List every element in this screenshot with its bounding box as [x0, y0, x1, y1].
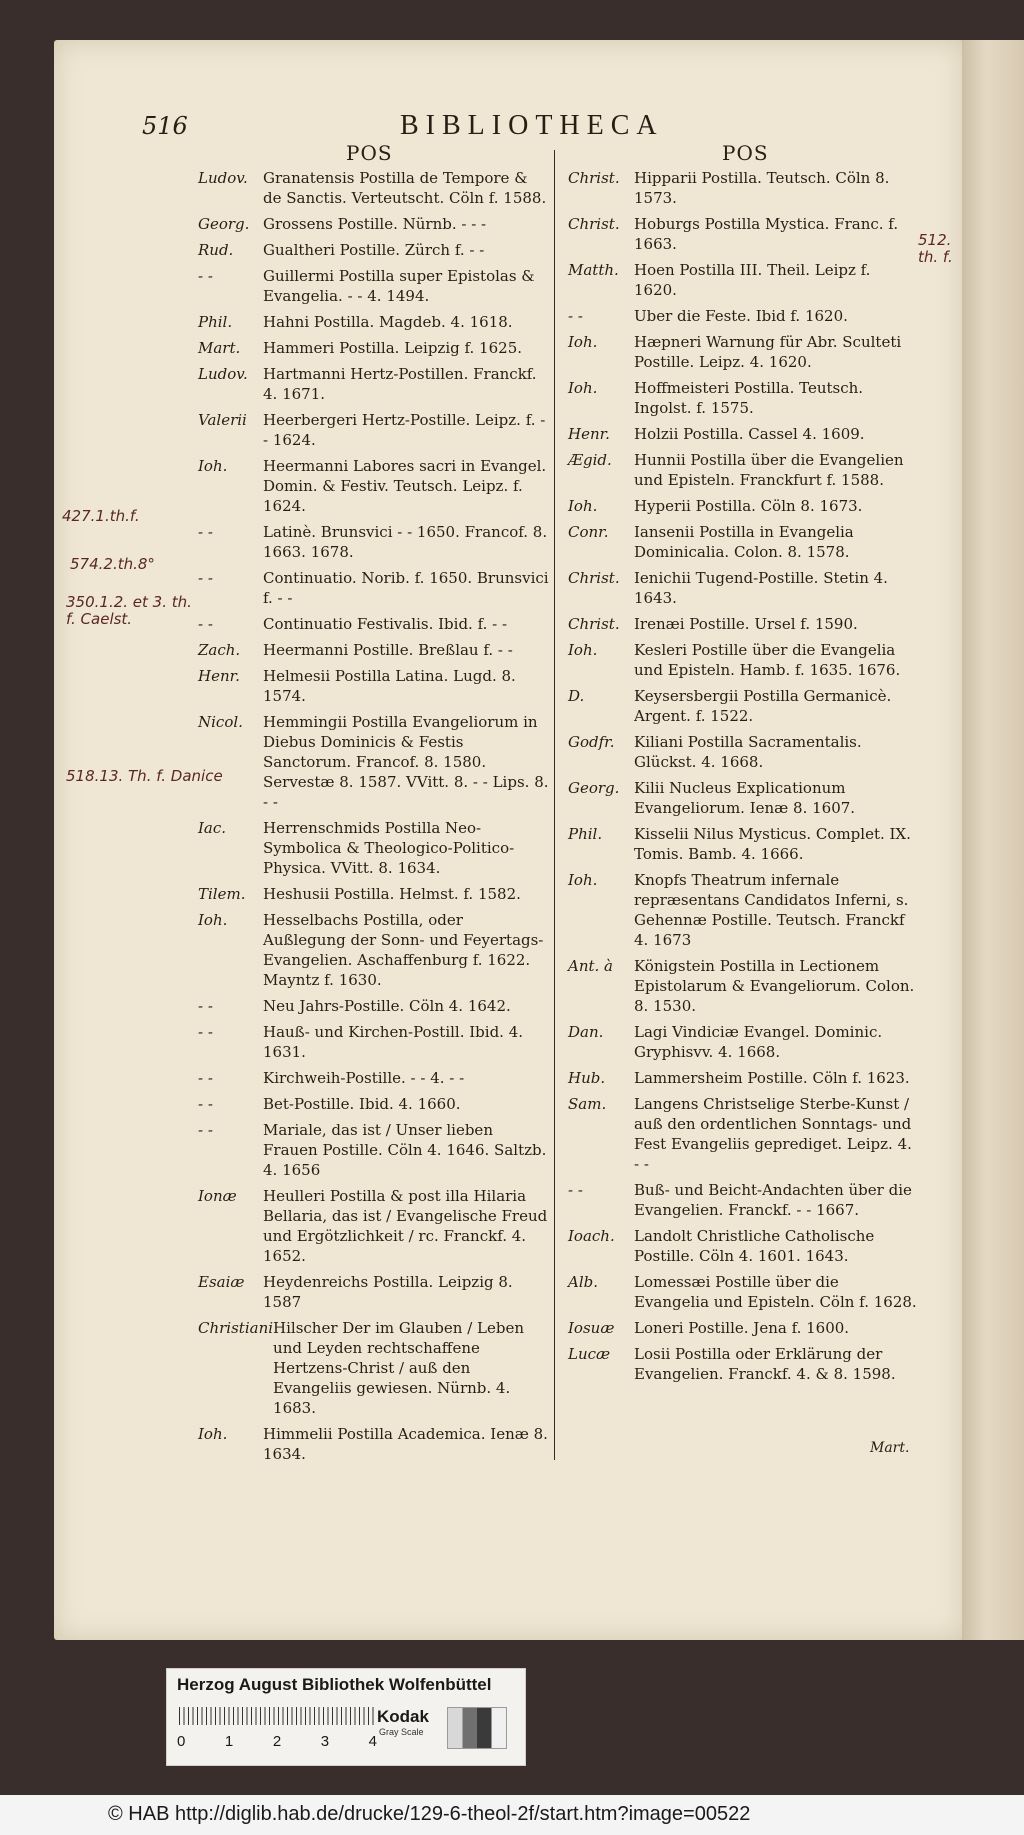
catalog-entry — [568, 168, 918, 208]
entry-given-name: Christiani — [198, 1319, 274, 1337]
entry-text: Mariale, das ist / Unser lieben Frauen Postille. Cöln 4. 1646. Saltzb. 4. 1656 — [263, 1121, 547, 1179]
entry-given-name: D. — [568, 687, 585, 705]
ruler-number: 0 — [177, 1733, 186, 1750]
catalog-entry — [568, 732, 918, 772]
entry-given-name: Christ. — [568, 615, 620, 633]
entry-given-name: - - — [198, 1095, 213, 1113]
entry-text: Hoffmeisteri Postilla. Teutsch. Ingolst. f. 1575. — [634, 379, 864, 417]
entry-given-name: Ægid. — [568, 451, 612, 469]
margin-note: 427.1.th.f. — [62, 507, 140, 525]
catalog-entry — [568, 1272, 918, 1312]
entry-given-name: Conr. — [568, 523, 609, 541]
entry-text: Irenæi Postille. Ursel f. 1590. — [634, 615, 858, 633]
entry-text: Neu Jahrs-Postille. Cöln 4. 1642. — [263, 997, 511, 1015]
right-column — [568, 168, 918, 1390]
entry-text: Losii Postilla oder Erklärung der Evangelien. Franckf. 4. & 8. 1598. — [634, 1345, 896, 1383]
right-column-heading: POS — [722, 141, 769, 165]
catalog-entry — [198, 640, 550, 660]
left-column-heading: POS — [346, 141, 393, 165]
entry-text: Kilii Nucleus Explicationum Evangeliorum. Ienæ 8. 1607. — [634, 779, 856, 817]
entry-text: Helmesii Postilla Latina. Lugd. 8. 1574. — [263, 667, 516, 705]
catalog-entry — [568, 870, 918, 950]
entry-given-name: Mart. — [198, 339, 241, 357]
entry-text: Hipparii Postilla. Teutsch. Cöln 8. 1573. — [634, 169, 890, 207]
entry-given-name: Tilem. — [198, 885, 246, 903]
catalog-entry — [568, 778, 918, 818]
entry-given-name: Iac. — [198, 819, 227, 837]
entry-text: Buß- und Beicht-Andachten über die Evangelien. Franckf. - - 1667. — [634, 1181, 912, 1219]
catalog-entry — [198, 1272, 550, 1312]
catalog-entry — [198, 614, 550, 634]
entry-given-name: - - — [198, 1121, 213, 1139]
catalog-entry — [568, 214, 918, 254]
catalog-entry — [198, 410, 550, 450]
entry-text: Loneri Postille. Jena f. 1600. — [634, 1319, 850, 1337]
catalog-entry — [198, 996, 550, 1016]
entry-text: Latinè. Brunsvici - - 1650. Francof. 8. 1663. 1678. — [263, 523, 548, 561]
ruler-numbers — [177, 1733, 377, 1750]
entry-given-name: Sam. — [568, 1095, 607, 1113]
catalog-entry — [198, 1022, 550, 1062]
entry-given-name: - - — [198, 267, 213, 285]
entry-given-name: Alb. — [568, 1273, 598, 1291]
entry-given-name: Georg. — [568, 779, 620, 797]
entry-text: Uber die Feste. Ibid f. 1620. — [634, 307, 848, 325]
entry-given-name: Ioh. — [568, 379, 598, 397]
entry-given-name: - - — [198, 997, 213, 1015]
entry-given-name: Esaiæ — [198, 1273, 245, 1291]
catalog-entry — [198, 910, 550, 990]
entry-given-name: - - — [198, 569, 213, 587]
gray-scale-label: Gray Scale — [379, 1727, 424, 1737]
entry-text: Heulleri Postilla & post illa Hilaria Bellaria, das ist / Evangelische Freud und Ergötzlichkeit / rc. Franckf. 4. 1652. — [263, 1187, 548, 1265]
footer-bar — [0, 1795, 1024, 1835]
entry-given-name: Dan. — [568, 1023, 604, 1041]
entry-given-name: Ludov. — [198, 169, 248, 187]
entry-text: Hilscher Der im Glauben / Leben und Leyden rechtschaffene Hertzens-Christ / auß den Evangeliis gewiesen. Nürnb. 4. 1683. — [273, 1319, 525, 1417]
entry-given-name: Georg. — [198, 215, 250, 233]
entry-text: Hemmingii Postilla Evangeliorum in Diebus Dominicis & Festis Sanctorum. Francof. 8. 1580. Servestæ 8. 1587. VVitt. 8. - - Lips. 8. - - — [263, 713, 549, 811]
catalog-entry — [198, 1094, 550, 1114]
entry-text: Hæpneri Warnung für Abr. Sculteti Postille. Leipz. 4. 1620. — [634, 333, 902, 371]
entry-given-name: Phil. — [568, 825, 603, 843]
entry-text: Hahni Postilla. Magdeb. 4. 1618. — [263, 313, 513, 331]
color-scale-ruler — [166, 1668, 526, 1766]
entry-given-name: Ioh. — [198, 911, 228, 929]
gray-scale-swatch — [447, 1707, 507, 1749]
entry-text: Langens Christselige Sterbe-Kunst / auß den ordentlichen Sonntags- und Fest Evangeliis geprediget. Leipz. 4. - - — [634, 1095, 912, 1173]
catalog-entry — [568, 568, 918, 608]
catalog-entry — [198, 818, 550, 878]
catalog-entry — [568, 496, 918, 516]
entry-given-name: Rud. — [198, 241, 234, 259]
entry-text: Lagi Vindiciæ Evangel. Dominic. Gryphisvv. 4. 1668. — [634, 1023, 883, 1061]
entry-text: Heermanni Postille. Breßlau f. - - — [263, 641, 513, 659]
catalog-entry — [198, 666, 550, 706]
entry-given-name: Ioh. — [568, 641, 598, 659]
entry-given-name: Christ. — [568, 569, 620, 587]
catalog-entry — [198, 1186, 550, 1266]
catalog-entry — [198, 712, 550, 812]
entry-text: Gualtheri Postille. Zürch f. - - — [263, 241, 485, 259]
entry-given-name: Ant. à — [568, 957, 613, 975]
entry-text: Herrenschmids Postilla Neo-Symbolica & Theologico-Politico-Physica. VVitt. 8. 1634. — [263, 819, 515, 877]
catalog-entry — [568, 686, 918, 726]
catalog-entry — [198, 568, 550, 608]
entry-given-name: Matth. — [568, 261, 619, 279]
ruler-title: Herzog August Bibliothek Wolfenbüttel — [177, 1675, 492, 1694]
entry-given-name: Lucæ — [568, 1345, 611, 1363]
entry-text: Heerbergeri Hertz-Postille. Leipz. f. - - 1624. — [263, 411, 546, 449]
entry-given-name: - - — [568, 307, 583, 325]
entry-text: Hammeri Postilla. Leipzig f. 1625. — [263, 339, 522, 357]
entry-text: Hunnii Postilla über die Evangelien und Episteln. Franckfurt f. 1588. — [634, 451, 904, 489]
margin-note: 574.2.th.8° — [70, 555, 155, 573]
ruler-number: 4 — [368, 1733, 377, 1750]
catalog-entry — [198, 1424, 550, 1464]
catalog-entry — [198, 364, 550, 404]
entry-text: Heshusii Postilla. Helmst. f. 1582. — [263, 885, 521, 903]
ruler-number: 2 — [272, 1733, 282, 1750]
catalog-entry — [198, 338, 550, 358]
entry-text: Granatensis Postilla de Tempore & de Sanctis. Verteutscht. Cöln f. 1588. — [263, 169, 547, 207]
catalog-entry — [198, 884, 550, 904]
entry-given-name: Ioh. — [198, 1425, 228, 1443]
entry-text: Heydenreichs Postilla. Leipzig 8. 1587 — [263, 1273, 513, 1311]
entry-text: Knopfs Theatrum infernale repræsentans Candidatos Inferni, s. Gehennæ Postille. Teutsch. Franckf 4. 1673 — [634, 871, 909, 949]
catalog-entry — [568, 1180, 918, 1220]
ruler-number: 1 — [224, 1733, 234, 1750]
entry-text: Guillermi Postilla super Epistolas & Evangelia. - - 4. 1494. — [263, 267, 535, 305]
entry-text: Hyperii Postilla. Cöln 8. 1673. — [634, 497, 863, 515]
catalog-entry — [568, 956, 918, 1016]
entry-text: Königstein Postilla in Lectionem Epistolarum & Evangeliorum. Colon. 8. 1530. — [634, 957, 915, 1015]
entry-text: Lammersheim Postille. Cöln f. 1623. — [634, 1069, 910, 1087]
catalog-entry — [198, 1120, 550, 1180]
catalog-entry — [568, 522, 918, 562]
catalog-entry — [198, 312, 550, 332]
catalog-entry — [198, 1318, 550, 1418]
ruler-number: 3 — [320, 1733, 330, 1750]
kodak-logo: Kodak — [377, 1707, 429, 1726]
entry-text: Hauß- und Kirchen-Postill. Ibid. 4. 1631. — [263, 1023, 524, 1061]
margin-note: 518.13. Th. f. Danice — [66, 767, 223, 785]
catalog-entry — [568, 1068, 918, 1088]
entry-text: Continuatio Festivalis. Ibid. f. - - — [263, 615, 508, 633]
column-divider — [554, 150, 555, 1460]
entry-text: Kisselii Nilus Mysticus. Complet. IX. Tomis. Bamb. 4. 1666. — [634, 825, 911, 863]
entry-given-name: Ioh. — [568, 333, 598, 351]
entry-text: Hoburgs Postilla Mystica. Franc. f. 1663. — [634, 215, 899, 253]
catalog-entry — [198, 1068, 550, 1088]
entry-text: Kiliani Postilla Sacramentalis. Glückst. 4. 1668. — [634, 733, 862, 771]
entry-text: Hartmanni Hertz-Postillen. Franckf. 4. 1671. — [263, 365, 537, 403]
catalog-entry — [568, 260, 918, 300]
entry-text: Bet-Postille. Ibid. 4. 1660. — [263, 1095, 461, 1113]
catalog-entry — [568, 824, 918, 864]
catalog-entry — [568, 1344, 918, 1384]
catalog-entry — [568, 332, 918, 372]
catalog-entry — [568, 378, 918, 418]
entry-given-name: Zach. — [198, 641, 241, 659]
entry-text: Lomessæi Postille über die Evangelia und Episteln. Cöln f. 1628. — [634, 1273, 917, 1311]
page-title: BIBLIOTHECA — [400, 110, 664, 141]
catalog-entry — [568, 1318, 918, 1338]
catalog-entry — [568, 306, 918, 326]
entry-text: Kirchweih-Postille. - - 4. - - — [263, 1069, 465, 1087]
margin-note: 512. th. f. — [918, 231, 953, 266]
entry-given-name: Ioh. — [198, 457, 228, 475]
entry-given-name: Christ. — [568, 169, 620, 187]
entry-text: Grossens Postille. Nürnb. - - - — [263, 215, 487, 233]
entry-given-name: Henr. — [568, 425, 610, 443]
entry-given-name: - - — [198, 1069, 213, 1087]
page-number: 516 — [142, 112, 188, 140]
catalog-entry — [198, 522, 550, 562]
entry-given-name: Valerii — [198, 411, 247, 429]
catalog-entry — [568, 640, 918, 680]
entry-given-name: Ludov. — [198, 365, 248, 383]
entry-given-name: Henr. — [198, 667, 240, 685]
entry-given-name: Nicol. — [198, 713, 243, 731]
catalog-entry — [198, 214, 550, 234]
footer-copyright-link[interactable]: © HAB http://diglib.hab.de/drucke/129-6-theol-2f/start.htm?image=00522 — [108, 1803, 751, 1825]
entry-text: Heermanni Labores sacri in Evangel. Domin. & Festiv. Teutsch. Leipz. f. 1624. — [263, 457, 547, 515]
entry-given-name: - - — [198, 615, 213, 633]
entry-text: Holzii Postilla. Cassel 4. 1609. — [634, 425, 865, 443]
entry-text: Iansenii Postilla in Evangelia Dominicalia. Colon. 8. 1578. — [634, 523, 854, 561]
entry-text: Continuatio. Norib. f. 1650. Brunsvici f. - - — [263, 569, 549, 607]
catalog-entry — [198, 456, 550, 516]
catalog-entry — [568, 1022, 918, 1062]
catalog-entry — [568, 614, 918, 634]
entry-given-name: Ioh. — [568, 871, 598, 889]
entry-given-name: Godfr. — [568, 733, 615, 751]
entry-given-name: Hub. — [568, 1069, 606, 1087]
entry-given-name: - - — [568, 1181, 583, 1199]
entry-given-name: Christ. — [568, 215, 620, 233]
entry-text: Hoen Postilla III. Theil. Leipz f. 1620. — [634, 261, 871, 299]
catalog-entry — [198, 240, 550, 260]
catalog-entry — [568, 1094, 918, 1174]
entry-given-name: - - — [198, 523, 213, 541]
margin-note: 350.1.2. et 3. th. f. Caelst. — [66, 593, 192, 628]
entry-text: Ienichii Tugend-Postille. Stetin 4. 1643. — [634, 569, 888, 607]
catalog-entry — [568, 1226, 918, 1266]
catchword: Mart. — [870, 1440, 910, 1456]
catalog-entry — [568, 450, 918, 490]
entry-given-name: - - — [198, 1023, 213, 1041]
catalog-entry — [198, 168, 550, 208]
catalog-entry — [198, 266, 550, 306]
entry-given-name: Ioh. — [568, 497, 598, 515]
entry-given-name: Ionæ — [198, 1187, 237, 1205]
entry-text: Keysersbergii Postilla Germanicè. Argent. f. 1522. — [634, 687, 892, 725]
entry-given-name: Ioach. — [568, 1227, 615, 1245]
entry-text: Landolt Christliche Catholische Postille. Cöln 4. 1601. 1643. — [634, 1227, 875, 1265]
entry-text: Kesleri Postille über die Evangelia und Episteln. Hamb. f. 1635. 1676. — [634, 641, 901, 679]
entry-given-name: Phil. — [198, 313, 233, 331]
entry-given-name: Iosuæ — [568, 1319, 615, 1337]
left-column — [198, 168, 550, 1470]
page-edge — [962, 40, 1024, 1640]
ruler-ticks — [179, 1707, 375, 1725]
entry-text: Hesselbachs Postilla, oder Außlegung der Sonn- und Feyertags-Evangelien. Aschaffenburg f. 1622. Mayntz f. 1630. — [263, 911, 544, 989]
catalog-entry — [568, 424, 918, 444]
entry-text: Himmelii Postilla Academica. Ienæ 8. 1634. — [263, 1425, 548, 1463]
